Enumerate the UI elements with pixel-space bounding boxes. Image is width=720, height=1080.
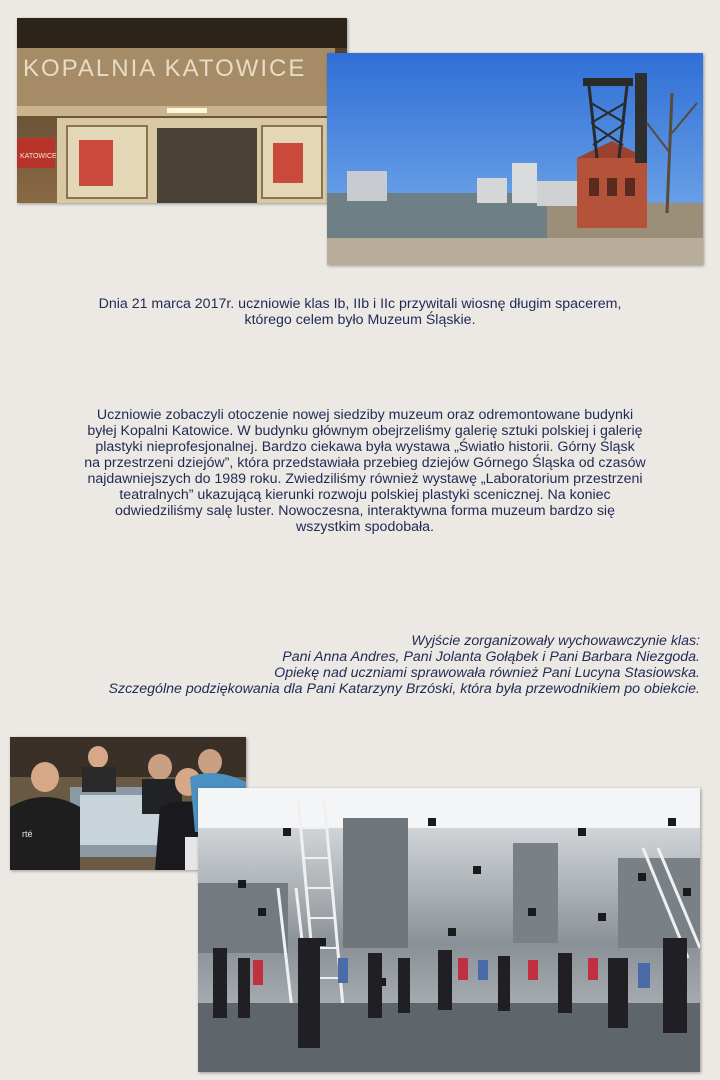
description-line: odwiedziliśmy salę luster. Nowoczesna, interaktywna forma muzeum bardzo się (115, 503, 615, 519)
description-paragraph (20, 407, 710, 535)
credits-paragraph (10, 633, 700, 697)
description-line: wszystkim spodobała. (296, 519, 434, 535)
photo-museum-entrance (17, 18, 347, 203)
description-line: byłej Kopalni Katowice. W budynku głównym obejrzeliśmy galerię sztuki polskiej i galerię (87, 423, 643, 439)
credits-line: Pani Anna Andres, Pani Jolanta Gołąbek i Pani Barbara Niezgoda. (282, 649, 700, 665)
description-line: na przestrzeni dziejów”, która przedstawiała przebieg dziejów Górnego Śląska od czasów (84, 455, 646, 471)
svg-text:rté: rté (22, 829, 33, 839)
entrance-poster-text: KATOWICE (20, 153, 57, 160)
intro-line: którego celem było Muzeum Śląskie. (244, 312, 476, 328)
intro-paragraph (20, 296, 700, 328)
description-line: plastyki nieprofesjonalnej. Bardzo ciekawa była wystawa „Światło historii. Górny Śląsk (95, 439, 635, 455)
description-line: najdawniejszych do 1989 roku. Zwiedziliśmy również wystawę „Laboratorium przestrzeni (87, 471, 643, 487)
entrance-sign-text: KOPALNIA KATOWICE (23, 55, 307, 82)
photo-mine-tower (327, 53, 703, 265)
intro-line: Dnia 21 marca 2017r. uczniowie klas Ib, IIb i IIc przywitali wiosnę długim spacerem, (98, 296, 622, 312)
credits-line: Opiekę nad uczniami sprawowała również Pani Lucyna Stasiowska. (274, 665, 700, 681)
description-line: Uczniowie zobaczyli otoczenie nowej siedziby muzeum oraz odremontowane budynki (96, 407, 634, 423)
description-line: teatralnych” ukazującą kierunki rozwoju polskiej plastyki scenicznej. Na koniec (119, 487, 611, 503)
photo-hall-of-mirrors (198, 788, 700, 1072)
credits-line: Szczególne podziękowania dla Pani Katarzyny Brzóski, która była przewodnikiem po obiekcie. (108, 681, 700, 697)
credits-line: Wyjście zorganizowały wychowawczynie klas: (411, 633, 700, 649)
